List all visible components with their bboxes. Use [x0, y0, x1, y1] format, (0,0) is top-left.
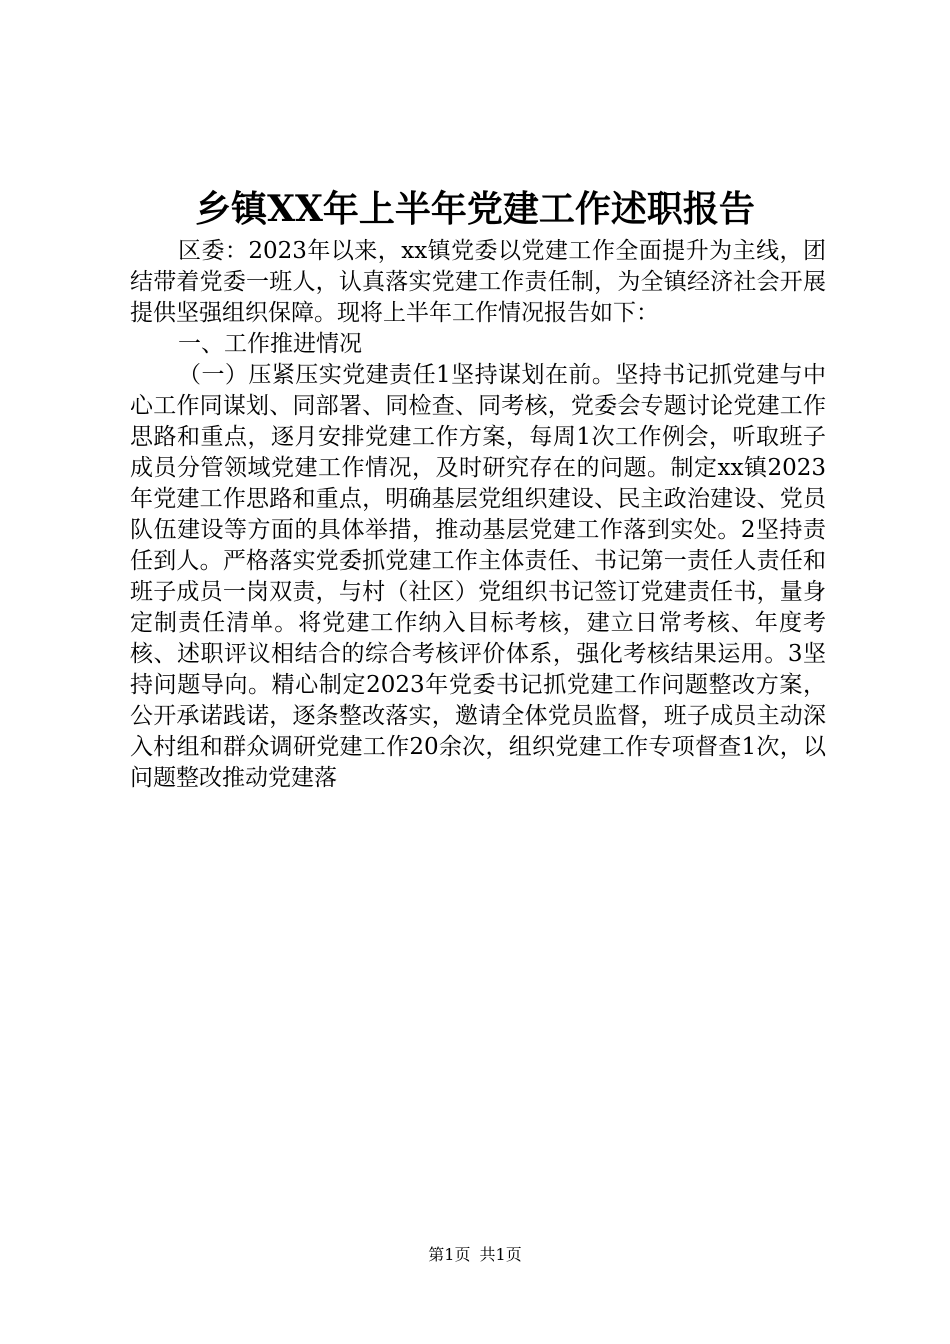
document-title: 乡镇XX年上半年党建工作述职报告: [195, 188, 755, 230]
document-body: [130, 236, 826, 794]
body-paragraph: （一）压紧压实党建责任1坚持谋划在前。坚持书记抓党建与中心工作同谋划、同部署、同检查、同考核，党委会专题讨论党建工作思路和重点，逐月安排党建工作方案，每周1次工作例会，听取班子成员分管领域党建工作情况，及时研究存在的问题。制定xx镇2023年党建工作思路和重点，明确基层党组织建设、民主政治建设、党员队伍建设等方面的具体举措，推动基层党建工作落到实处。2坚持责任到人。严格落实党委抓党建工作主体责任、书记第一责任人责任和班子成员一岗双责，与村（社区）党组织书记签订党建责任书，量身定制责任清单。将党建工作纳入目标考核，建立日常考核、年度考核、述职评议相结合的综合考核评价体系，强化考核结果运用。3坚持问题导向。精心制定2023年党委书记抓党建工作问题整改方案，公开承诺践诺，逐条整改落实，邀请全体党员监督，班子成员主动深入村组和群众调研党建工作20余次，组织党建工作专项督查1次，以问题整改推动党建落: [130, 362, 826, 791]
intro-paragraph: 区委：2023年以来，xx镇党委以党建工作全面提升为主线，团结带着党委一班人，认真落实党建工作责任制，为全镇经济社会开展提供坚强组织保障。现将上半年工作情况报告如下：: [130, 238, 826, 326]
page-number-total: 共1页: [479, 1245, 522, 1264]
page-number-current: 第1页: [428, 1245, 471, 1264]
page-footer: [0, 1243, 950, 1267]
section-heading: 一、工作推进情况: [178, 331, 362, 357]
